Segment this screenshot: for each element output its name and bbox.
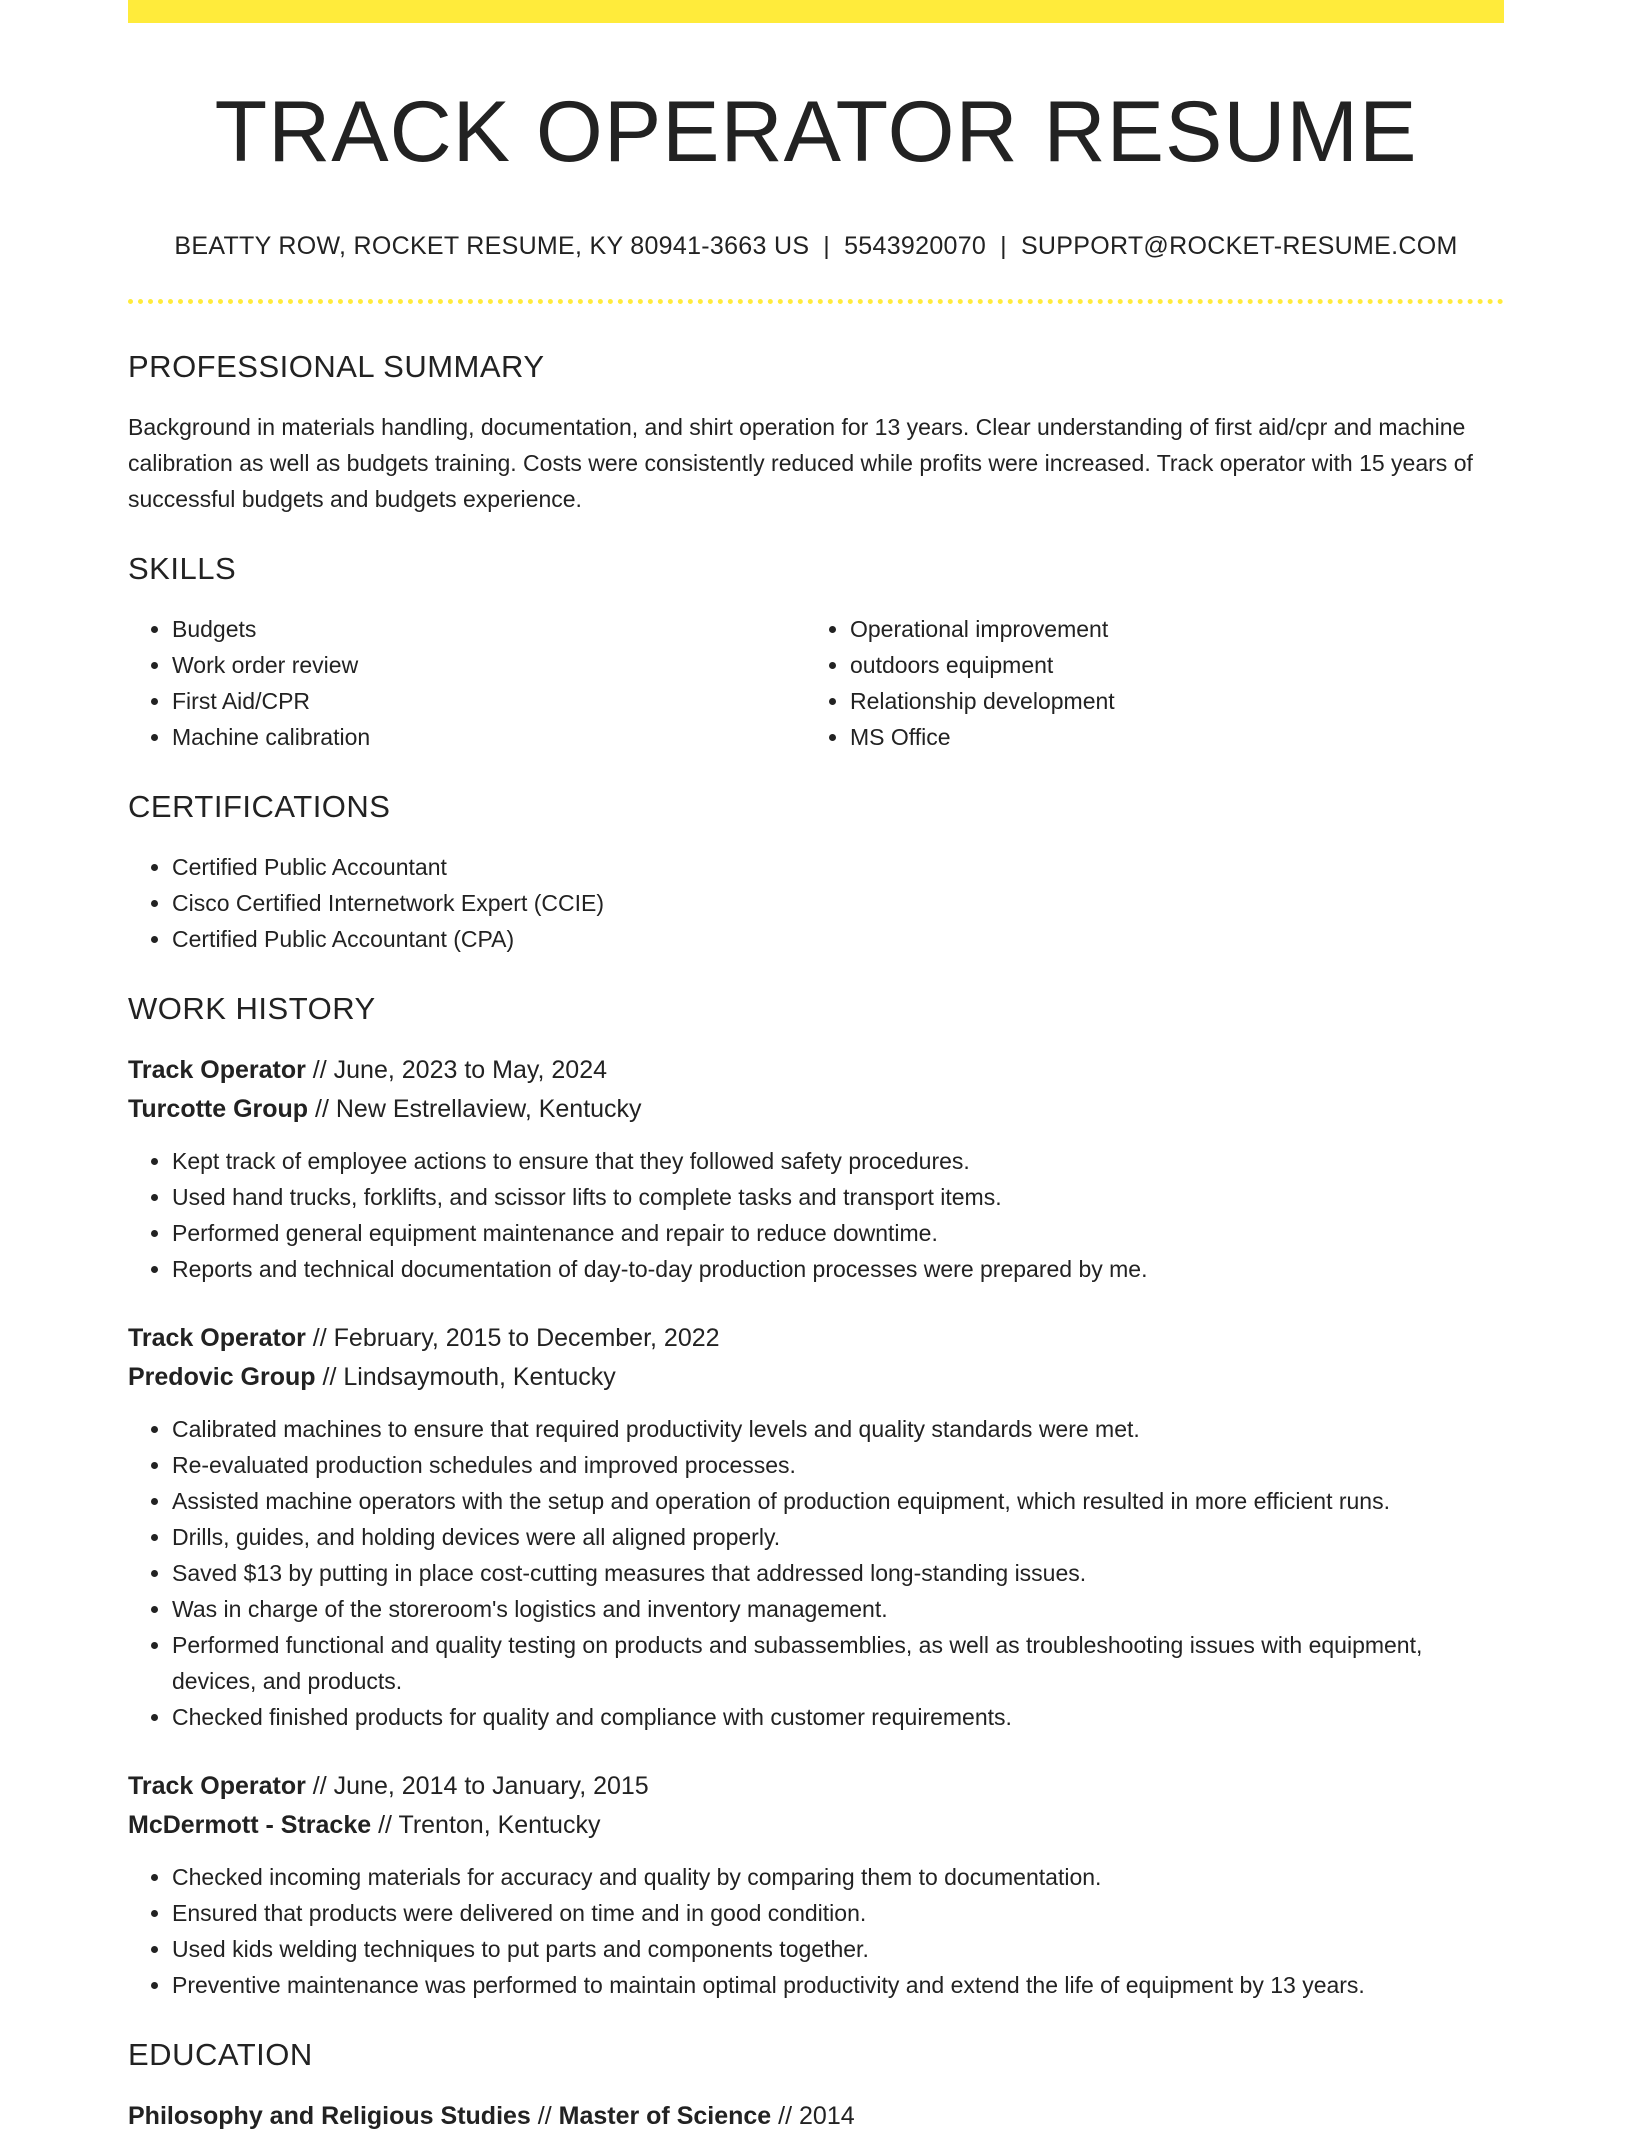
job-location: New Estrellaview, Kentucky bbox=[335, 1094, 642, 1123]
education-delimiter: // bbox=[530, 2101, 559, 2130]
contact-phone[interactable]: 5543920070 bbox=[844, 231, 987, 260]
job-bullet: • Performed functional and quality testing on products and subassemblies, as well as troubleshooting issues with equipment, devices, and products. bbox=[172, 1627, 1504, 1699]
job-bullets bbox=[128, 1411, 1504, 1735]
section-heading-work-history: WORK HISTORY bbox=[128, 990, 376, 1026]
job-company-line bbox=[128, 1358, 1504, 1397]
job-bullet: • Re-evaluated production schedules and improved processes. bbox=[172, 1447, 1504, 1483]
skills-column-right bbox=[806, 611, 1550, 755]
education-year: 2014 bbox=[799, 2101, 855, 2130]
education-school: Philosophy and Religious Studies bbox=[128, 2101, 531, 2130]
job-delimiter: // bbox=[305, 1323, 334, 1352]
job-dates: June, 2014 to January, 2015 bbox=[333, 1771, 649, 1800]
job-company: McDermott - Stracke bbox=[128, 1810, 372, 1839]
contact-email[interactable]: SUPPORT@ROCKET-RESUME.COM bbox=[1020, 231, 1458, 260]
job-bullets bbox=[128, 1859, 1504, 2003]
job-bullet: • Calibrated machines to ensure that required productivity levels and quality standards were met. bbox=[172, 1411, 1504, 1447]
job-delimiter: // bbox=[315, 1362, 344, 1391]
certifications-list bbox=[128, 849, 1504, 957]
resume-title: TRACK OPERATOR RESUME bbox=[214, 84, 1418, 180]
job-bullet: • Was in charge of the storeroom's logistics and inventory management. bbox=[172, 1591, 1504, 1627]
skill-item: • MS Office bbox=[850, 719, 1550, 755]
job-bullet: • Performed general equipment maintenance and repair to reduce downtime. bbox=[172, 1215, 1504, 1251]
job-bullet: • Used hand trucks, forklifts, and scissor lifts to complete tasks and transport items. bbox=[172, 1179, 1504, 1215]
dotted-divider bbox=[128, 299, 1504, 304]
job-title-line bbox=[128, 1767, 1504, 1806]
job-company: Predovic Group bbox=[128, 1362, 316, 1391]
education-entry bbox=[128, 2097, 1504, 2136]
job-company-line bbox=[128, 1806, 1504, 1845]
job-bullet: • Reports and technical documentation of day-to-day production processes were prepared by me. bbox=[172, 1251, 1504, 1287]
resume-page bbox=[128, 0, 1504, 2136]
skill-item: • First Aid/CPR bbox=[172, 683, 806, 719]
job-location: Lindsaymouth, Kentucky bbox=[343, 1362, 616, 1391]
job-location: Trenton, Kentucky bbox=[398, 1810, 601, 1839]
contact-line bbox=[128, 232, 1504, 261]
skill-item: • outdoors equipment bbox=[850, 647, 1550, 683]
section-heading-summary: PROFESSIONAL SUMMARY bbox=[128, 348, 545, 384]
job-bullet: • Kept track of employee actions to ensure that they followed safety procedures. bbox=[172, 1143, 1504, 1179]
job-delimiter: // bbox=[308, 1094, 336, 1123]
job-delimiter: // bbox=[371, 1810, 399, 1839]
certification-item: • Certified Public Accountant (CPA) bbox=[172, 921, 1504, 957]
contact-address: BEATTY ROW, ROCKET RESUME, KY 80941-3663 US bbox=[174, 231, 810, 260]
job-bullet: • Saved $13 by putting in place cost-cutting measures that addressed long-standing issues. bbox=[172, 1555, 1504, 1591]
job-bullet: • Used kids welding techniques to put parts and components together. bbox=[172, 1931, 1504, 1967]
job-title: Track Operator bbox=[128, 1055, 306, 1084]
top-accent-bar bbox=[128, 0, 1504, 23]
skill-item: • Machine calibration bbox=[172, 719, 806, 755]
job-entry bbox=[128, 1051, 1504, 1287]
skill-item: • Operational improvement bbox=[850, 611, 1550, 647]
job-company-line bbox=[128, 1090, 1504, 1129]
job-title-line bbox=[128, 1051, 1504, 1090]
skill-item: • Budgets bbox=[172, 611, 806, 647]
contact-separator: | bbox=[823, 231, 831, 260]
job-bullet: • Checked incoming materials for accuracy and quality by comparing them to documentation. bbox=[172, 1859, 1504, 1895]
skill-item: • Relationship development bbox=[850, 683, 1550, 719]
skills-column-left bbox=[128, 611, 806, 755]
job-delimiter: // bbox=[305, 1771, 334, 1800]
job-dates: June, 2023 to May, 2024 bbox=[333, 1055, 607, 1084]
job-title: Track Operator bbox=[128, 1771, 306, 1800]
certification-item: • Cisco Certified Internetwork Expert (CCIE) bbox=[172, 885, 1504, 921]
job-entry bbox=[128, 1319, 1504, 1735]
job-bullets bbox=[128, 1143, 1504, 1287]
contact-separator: | bbox=[1000, 231, 1007, 260]
skills-list bbox=[128, 611, 1504, 755]
job-bullet: • Preventive maintenance was performed to maintain optimal productivity and extend the life of equipment by 13 years. bbox=[172, 1967, 1504, 2003]
job-bullet: • Checked finished products for quality and compliance with customer requirements. bbox=[172, 1699, 1504, 1735]
job-company: Turcotte Group bbox=[128, 1094, 309, 1123]
job-delimiter: // bbox=[305, 1055, 334, 1084]
section-heading-certifications: CERTIFICATIONS bbox=[128, 788, 391, 824]
job-title: Track Operator bbox=[128, 1323, 306, 1352]
skill-item: • Work order review bbox=[172, 647, 806, 683]
job-entry bbox=[128, 1767, 1504, 2003]
job-bullet: • Assisted machine operators with the setup and operation of production equipment, which resulted in more efficient runs. bbox=[172, 1483, 1504, 1519]
job-bullet: • Ensured that products were delivered on time and in good condition. bbox=[172, 1895, 1504, 1931]
job-bullet: • Drills, guides, and holding devices were all aligned properly. bbox=[172, 1519, 1504, 1555]
summary-text: Background in materials handling, documentation, and shirt operation for 13 years. Clear understanding of first aid/cpr and machine calibration as well as budgets training. Costs were consistently reduced while profits were increased. Track operator with 15 years of successful budgets and budgets experience. bbox=[128, 413, 1473, 512]
section-heading-skills: SKILLS bbox=[128, 550, 237, 586]
certification-item: • Certified Public Accountant bbox=[172, 849, 1504, 885]
job-title-line bbox=[128, 1319, 1504, 1358]
section-heading-education: EDUCATION bbox=[128, 2036, 313, 2072]
education-degree: Master of Science bbox=[558, 2101, 772, 2130]
job-dates: February, 2015 to December, 2022 bbox=[333, 1323, 720, 1352]
education-delimiter: // bbox=[771, 2101, 800, 2130]
